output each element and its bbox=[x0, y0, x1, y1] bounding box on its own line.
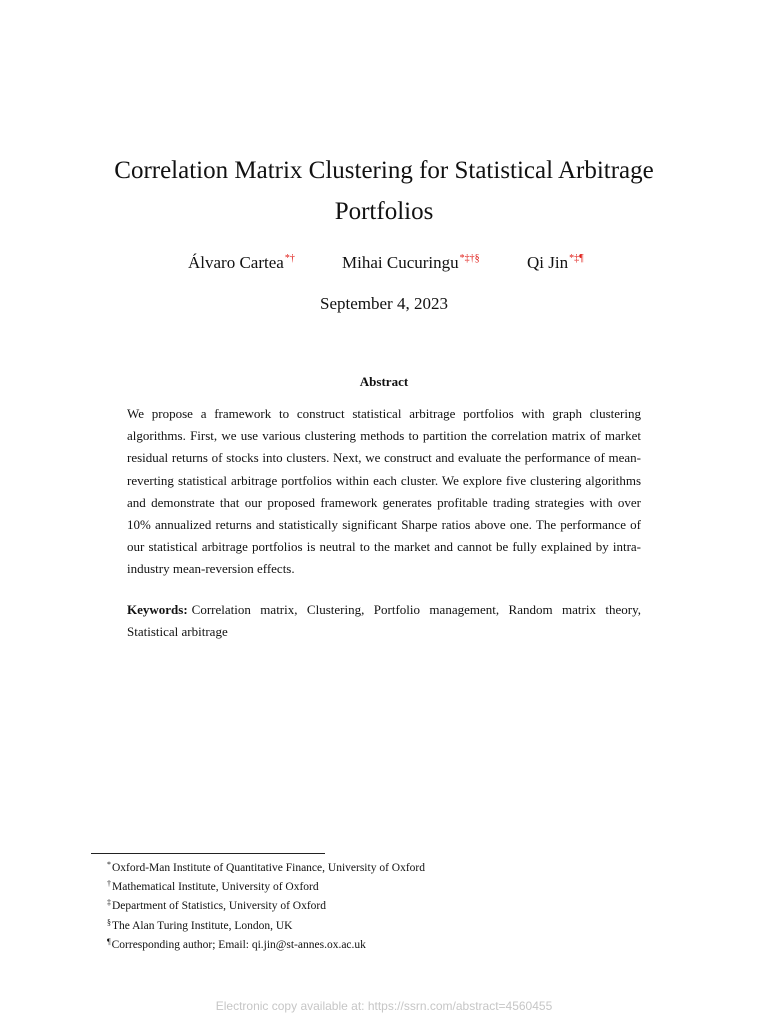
footnote-text: The Alan Turing Institute, London, UK bbox=[112, 919, 293, 932]
footnote-text: Department of Statistics, University of Oxford bbox=[112, 900, 326, 913]
keywords-text: Correlation matrix, Clustering, Portfolio management, Random matrix theory, Statistical arbitrage bbox=[127, 602, 641, 640]
footnote-item bbox=[107, 915, 667, 934]
author-affiliation-marks[interactable]: *‡†§ bbox=[459, 253, 480, 264]
author-list bbox=[0, 253, 768, 281]
author-name: Qi Jin bbox=[527, 253, 569, 272]
author-qi-jin bbox=[527, 253, 584, 273]
keywords-label: Keywords: bbox=[127, 602, 188, 617]
author-name: Mihai Cucuringu bbox=[342, 253, 459, 272]
footnote-text: Mathematical Institute, University of Oxford bbox=[112, 881, 319, 894]
footnote-text: Corresponding author; Email: qi.jin@st-annes.ox.ac.uk bbox=[111, 938, 366, 951]
author-affiliation-marks[interactable]: *† bbox=[284, 253, 295, 264]
author-affiliation-marks[interactable]: *‡¶ bbox=[569, 253, 584, 264]
abstract-heading: Abstract bbox=[359, 374, 409, 389]
footnote-mark: ‡ bbox=[107, 898, 111, 908]
footnote-divider bbox=[91, 853, 325, 854]
author-mihai-cucuringu bbox=[342, 253, 480, 273]
footnote-text: Oxford-Man Institute of Quantitative Finance, University of Oxford bbox=[112, 862, 425, 874]
footnote-item bbox=[107, 857, 667, 876]
keywords-paragraph bbox=[127, 599, 641, 643]
footnote-item bbox=[107, 876, 667, 895]
footnote-mark: § bbox=[107, 917, 111, 927]
footnote-item bbox=[107, 895, 667, 914]
footnote-mark: ¶ bbox=[107, 936, 111, 946]
author-name: Álvaro Cartea bbox=[188, 253, 284, 272]
ssrn-watermark-text: Electronic copy available at: https://ssrn.com/abstract=4560455 bbox=[215, 999, 553, 1013]
paper-title bbox=[80, 150, 688, 232]
footnote-mark: * bbox=[107, 860, 111, 869]
footnote-item bbox=[107, 934, 667, 953]
paper-title-line-1: Correlation Matrix Clustering for Statistical Arbitrage bbox=[114, 157, 654, 184]
publication-date: September 4, 2023 bbox=[320, 294, 448, 313]
footnotes bbox=[107, 857, 667, 953]
abstract-body: We propose a framework to construct statistical arbitrage portfolios with graph clustering algorithms. First, we use various clustering methods to partition the correlation matrix of market residual returns of stocks into clusters. Next, we construct and evaluate the performance of mean-reverting statistical arbitrage portfolios within each cluster. We explore five clustering algorithms and demonstrate that our proposed framework generates profitable trading strategies with over 10% annualized returns and statistically significant Sharpe ratios above one. The performance of our statistical arbitrage portfolios is neutral to the market and cannot be fully explained by intra-industry mean-reversion effects. bbox=[127, 406, 641, 577]
footnote-mark: † bbox=[107, 879, 111, 889]
author-alvaro-cartea bbox=[188, 253, 295, 273]
paper-title-line-2: Portfolios bbox=[334, 198, 434, 225]
